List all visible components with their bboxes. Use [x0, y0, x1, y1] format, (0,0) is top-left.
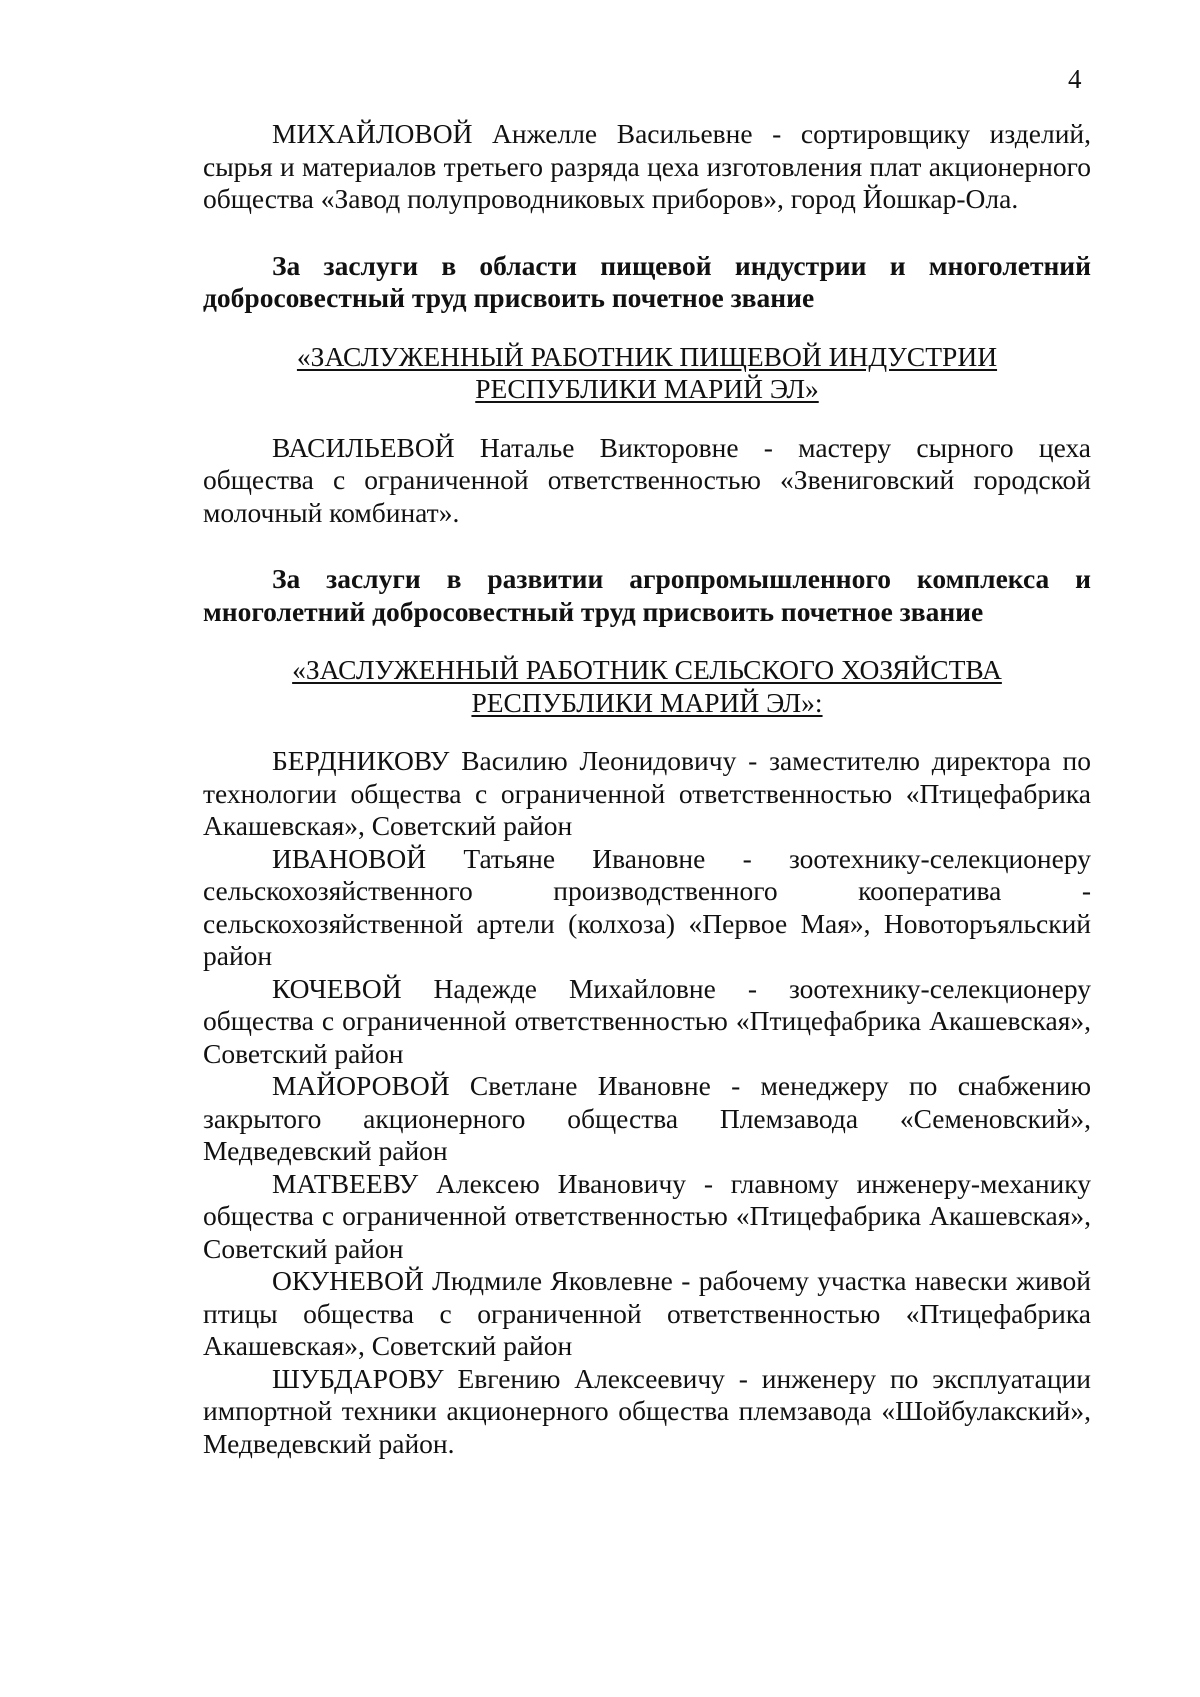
awardee-entry: МАЙОРОВОЙ Светлане Ивановне - менеджеру по снабжению закрытого акционерного общества Племзавода «Семеновский», Медведевский район — [203, 1070, 1091, 1166]
awardee-entry: ШУБДАРОВУ Евгению Алексеевичу - инженеру по эксплуатации импортной техники акционерного общества племзавода «Шойбулакский», Медведевский район. — [203, 1362, 1091, 1459]
awardee-list — [203, 745, 1091, 1460]
section-food-entry: ВАСИЛЬЕВОЙ Наталье Викторовне - мастеру сырного цеха общества с ограниченной ответственностью «Звениговский городской молочный комбинат». — [203, 431, 1091, 528]
section-food-title-line2: РЕСПУБЛИКИ МАРИЙ ЭЛ» — [475, 373, 819, 404]
page-number: 4 — [1068, 64, 1082, 94]
section-agro-title-line2: РЕСПУБЛИКИ МАРИЙ ЭЛ»: — [471, 686, 823, 718]
section-food-heading: За заслуги в области пищевой индустрии и многолетний добросовестный труд присвоить почетное звание — [203, 249, 1091, 313]
awardee-entry: МАТВЕЕВУ Алексею Ивановичу - главному инженеру-механику общества с ограниченной ответственностью «Птицефабрика Акашевская», Советский район — [203, 1167, 1091, 1264]
awardee-entry: ОКУНЕВОЙ Людмиле Яковлевне - рабочему участка навески живой птицы общества с ограниченной ответственностью «Птицефабрика Акашевская», Советский район — [203, 1265, 1091, 1361]
section-agro-title — [203, 654, 1091, 719]
section-food-title — [203, 341, 1091, 406]
section-agro-heading: За заслуги в развитии агропромышленного комплекса и многолетний добросовестный труд присвоить почетное звание — [203, 563, 1091, 627]
awardee-entry: ИВАНОВОЙ Татьяне Ивановне - зоотехнику-селекционеру сельскохозяйственного производственного кооператива - сельскохозяйственной артели (колхоза) «Первое Мая», Новоторъяльский район — [203, 842, 1091, 971]
intro-paragraph: МИХАЙЛОВОЙ Анжелле Васильевне - сортировщику изделий, сырья и материалов третьего разряда цеха изготовления плат акционерного общества «Завод полупроводниковых приборов», город Йошкар-Ола. — [203, 118, 1091, 214]
section-agro-title-line1: «ЗАСЛУЖЕННЫЙ РАБОТНИК СЕЛЬСКОГО ХОЗЯЙСТВА — [292, 654, 1002, 685]
awardee-entry: БЕРДНИКОВУ Василию Леонидовичу - заместителю директора по технологии общества с ограниченной ответственностью «Птицефабрика Акашевская», Советский район — [203, 745, 1091, 841]
section-food-title-line1: «ЗАСЛУЖЕННЫЙ РАБОТНИК ПИЩЕВОЙ ИНДУСТРИИ — [296, 340, 998, 372]
awardee-entry: КОЧЕВОЙ Надежде Михайловне - зоотехнику-селекционеру общества с ограниченной ответственностью «Птицефабрика Акашевская», Советский район — [203, 972, 1091, 1069]
document-body — [203, 118, 1091, 1460]
